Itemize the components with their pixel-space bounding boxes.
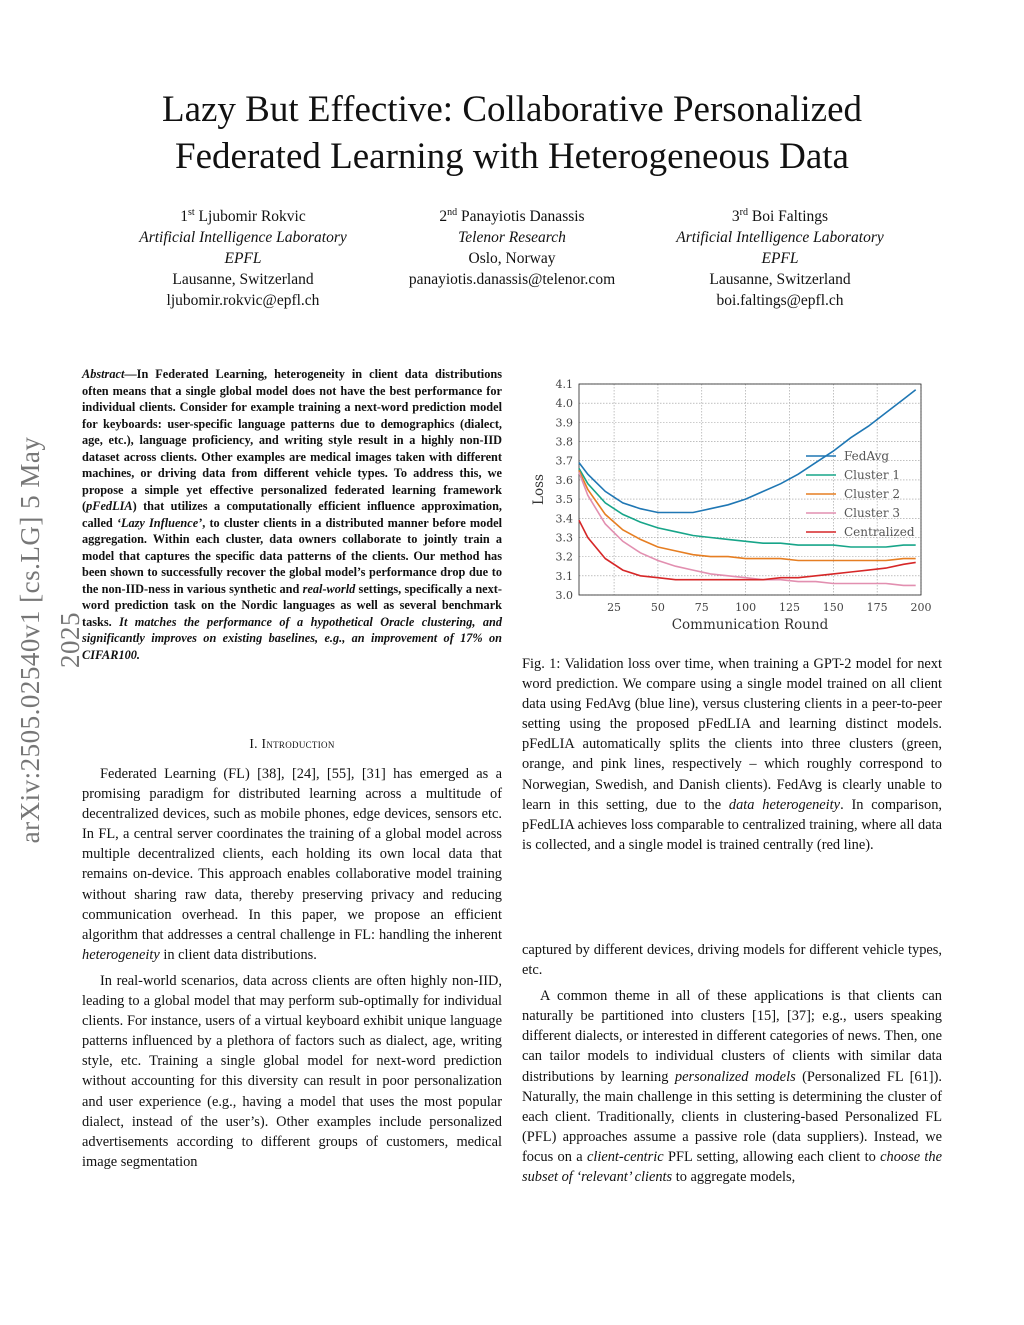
legend-entry: Cluster 2 bbox=[844, 487, 901, 501]
abstract-method-name: pFedLIA bbox=[86, 499, 133, 513]
figure-1-caption: Fig. 1: Validation loss over time, when training a GPT-2 model for next word prediction. We compare using a single model trained on all client data using FedAvg (blue line), versus clustering clients in a peer-to-peer setting using the proposed pFedLIA and learning distinct models. pFedLIA automatically splits the clients into three clusters (green, orange, and pink lines, respectively – which roughly correspond to Norwegian, Swedish, and Danish clients). FedAvg is clearly unable to learn in this setting, due to the data heterogeneity. In comparison, pFedLIA achieves loss comparable to centralized training, where all data is collected, and a single model is trained centrally (red line). bbox=[522, 656, 942, 853]
author-block-1 bbox=[93, 202, 393, 311]
y-tick-label: 3.7 bbox=[555, 454, 573, 468]
author-name: 1st Ljubomir Rokvic bbox=[180, 207, 306, 226]
y-axis-label: Loss bbox=[531, 474, 547, 505]
y-tick-label: 3.9 bbox=[555, 416, 573, 430]
author-name: 2nd Panayiotis Danassis bbox=[439, 207, 585, 226]
x-tick-label: 175 bbox=[866, 601, 888, 614]
y-tick-label: 3.3 bbox=[555, 531, 573, 545]
abstract-highlight: It matches the performance of a hypothetical Oracle clustering, and significantly improves on existing baselines, e.g., an improvement of 17% on CIFAR100. bbox=[82, 614, 502, 662]
author-location: Lausanne, Switzerland bbox=[172, 271, 314, 289]
title-line-2: Federated Learning with Heterogeneous Data bbox=[175, 136, 849, 177]
arxiv-side-label: arXiv:2505.02540v1 [cs.LG] 5 May 2025 bbox=[15, 436, 85, 844]
y-tick-label: 4.0 bbox=[555, 397, 573, 411]
legend-entry: Centralized bbox=[844, 525, 915, 539]
x-axis-label: Communication Round bbox=[671, 617, 829, 633]
intro-paragraph-1: Federated Learning (FL) [38], [24], [55], [31] has emerged as a promising paradigm for distributed learning across a multitude of decentralized devices, such as mobile phones, edge devices, sensors etc. In FL, a central server coordinates the training of a global model across multiple decentralized clients, each holding its own local data that remains on-device. This approach enables collaborative model training without sharing raw data, thereby preserving privacy and reducing communication overhead. In this paper, we propose an efficient algorithm that addresses a central challenge in FL: handling the inherent heterogeneity in client data distributions. bbox=[82, 766, 502, 963]
author-location: Oslo, Norway bbox=[468, 250, 556, 268]
right-paragraph-2: A common theme in all of these applications is that clients can naturally be partitioned into clusters [15], [37]; e.g., users speaking different dialects, or interested in different categories of news. Then, one can tailor models to individual clusters of clients with similar data distributions by learning personalized models (Personalized FL [61]). Naturally, the main challenge in this setting is determining the cluster of each client. Traditionally, clients in clustering-based Personalized FL (PFL) approaches assume a passive role (data suppliers). Instead, we focus on a client-centric PFL setting, allowing each client to choose the subset of ‘relevant’ clients to aggregate models, bbox=[522, 988, 942, 1186]
author-institution: EPFL bbox=[224, 250, 262, 268]
abstract-text: , to cluster clients in a distributed manner before model aggregation. Within each cluster, data owners collaborate to jointly train a model that captures the specific data patterns of the clients. Our method has been shown to successfully recover the global model’s performance drop due to the non-IID-ness in various synthetic and bbox=[82, 515, 503, 596]
author-institution: EPFL bbox=[761, 250, 799, 268]
author-email[interactable]: panayiotis.danassis@telenor.com bbox=[408, 271, 616, 289]
abstract bbox=[82, 366, 502, 663]
author-location: Lausanne, Switzerland bbox=[709, 271, 851, 289]
plot-area bbox=[531, 378, 932, 633]
abstract-real-world: real-world bbox=[302, 581, 356, 596]
intro-paragraph-2: In real-world scenarios, data across clients are often highly non-IID, leading to a global model that may perform sub-optimally for individual clients. For instance, users of a virtual keyboard exhibit unique language patterns influenced by a plethora of factors such as dialect, age, writing style, etc. Training a single global model for next-word prediction without accounting for this diversity can result in poor personalization and user experience (e.g., having a model that uses the most popular dialect, instead of the user’s). Other examples include personalized advertisements according to different groups of customers, medical image segmentation bbox=[82, 972, 502, 1170]
x-tick-label: 200 bbox=[910, 601, 932, 614]
y-tick-label: 3.1 bbox=[555, 569, 573, 583]
author-email[interactable]: boi.faltings@epfl.ch bbox=[716, 292, 844, 310]
x-tick-label: 150 bbox=[822, 601, 844, 614]
y-tick-label: 4.1 bbox=[555, 378, 573, 391]
x-tick-label: 100 bbox=[735, 601, 757, 614]
abstract-text: ) that utilizes a computationally efficient influence approximation, called bbox=[82, 499, 502, 530]
abstract-text: settings, specifically a next-word prediction task on the Nordic languages as well as several benchmark tasks. bbox=[82, 581, 502, 629]
author-affiliation: Artificial Intelligence Laboratory bbox=[676, 229, 884, 247]
y-tick-label: 3.8 bbox=[555, 435, 573, 449]
legend-entry: Cluster 3 bbox=[844, 506, 901, 520]
abstract-label: Abstract bbox=[82, 367, 125, 381]
y-tick-label: 3.4 bbox=[555, 512, 573, 526]
abstract-text: —In Federated Learning, heterogeneity in client data distributions often means that a single global model does not have the best performance for individual clients. Consider for example training a next-word prediction model for keyboards: user-specific language patterns due to demographics (dialect, age, etc.), language proficiency, and writing style result in a highly non-IID dataset across clients. Other examples are medical images taken with different machines, or driving data from different vehicle types. To address this, we propose a simple yet effective personalized federated learning framework ( bbox=[82, 367, 502, 513]
intro-right-column bbox=[522, 940, 942, 1193]
author-email[interactable]: ljubomir.rokvic@epfl.ch bbox=[166, 292, 320, 310]
legend-entry: FedAvg bbox=[844, 449, 890, 463]
author-affiliation: Telenor Research bbox=[458, 229, 566, 247]
figure-1-chart bbox=[522, 372, 942, 637]
author-block-3 bbox=[630, 202, 930, 311]
author-block-2 bbox=[362, 202, 662, 290]
x-tick-label: 75 bbox=[694, 601, 709, 614]
author-name: 3rd Boi Faltings bbox=[731, 207, 829, 226]
paper-title bbox=[80, 86, 944, 180]
title-line-1: Lazy But Effective: Collaborative Personalized bbox=[161, 89, 863, 130]
y-tick-label: 3.5 bbox=[555, 493, 573, 507]
right-paragraph-1: captured by different devices, driving models for different vehicle types, etc. bbox=[522, 942, 942, 979]
x-tick-label: 125 bbox=[778, 601, 800, 614]
y-tick-label: 3.0 bbox=[555, 589, 573, 602]
y-tick-label: 3.2 bbox=[555, 550, 573, 564]
y-tick-label: 3.6 bbox=[555, 473, 573, 487]
intro-left-column bbox=[82, 764, 502, 1178]
section-heading: I. Introduction bbox=[249, 736, 335, 751]
x-tick-label: 25 bbox=[607, 601, 622, 614]
x-tick-label: 50 bbox=[650, 601, 665, 614]
author-affiliation: Artificial Intelligence Laboratory bbox=[139, 229, 347, 247]
abstract-lazy-influence: ‘Lazy Influence’ bbox=[116, 515, 203, 530]
legend-entry: Cluster 1 bbox=[844, 468, 901, 482]
